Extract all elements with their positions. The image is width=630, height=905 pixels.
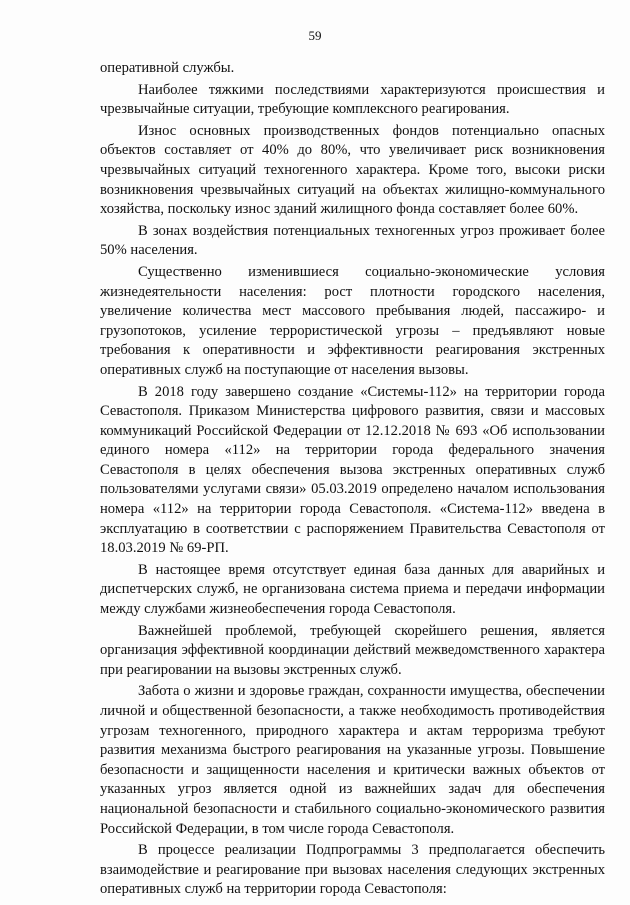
paragraph: Важнейшей проблемой, требующей скорейшего решения, является организация эффективной координации действий межведомственного характера при реагировании на вызовы экстренных служб. (100, 622, 605, 678)
paragraph: В процессе реализации Подпрограммы 3 предполагается обеспечить взаимодействие и реагирование при вызовах населения следующих экстренных оперативных служб на территории города Севастополя: (100, 842, 605, 898)
paragraph: Забота о жизни и здоровье граждан, сохранности имущества, обеспечении личной и общественной безопасности, а также необходимость противодействия угрозам техногенного, природного характера и актам терроризма требуют развития механизма быстрого реагирования на указанные угрозы. Повышение безопасности и защищенности населения и критически важных объектов от указанных угроз является одной из важнейших задач для обеспечения национальной безопасности и стабильного социально-экономического развития Российской Федерации, в том числе города Севастополя. (100, 683, 605, 837)
paragraph: Существенно изменившиеся социально-экономические условия жизнедеятельности населения: рост плотности городского населения, увеличение количества мест массового пребывания людей, пассажиро- и грузопотоков, усиление террористической угрозы – предъявляют новые требования к оперативности и эффективности реагирования экстренных оперативных служб на поступающие от населения вызовы. (100, 263, 605, 378)
paragraph: В настоящее время отсутствует единая база данных для аварийных и диспетчерских служб, не организована система приема и передачи информации между службами жизнеобеспечения города Севастополя. (100, 561, 605, 618)
paragraph: Наиболее тяжкими последствиями характеризуются происшествия и чрезвычайные ситуации, требующие комплексного реагирования. (100, 81, 605, 118)
document-body (100, 59, 605, 902)
paragraph: В зонах воздействия потенциальных техногенных угроз проживает более 50% населения. (100, 222, 605, 259)
paragraph: В 2018 году завершено создание «Системы-112» на территории города Севастополя. Приказом Министерства цифрового развития, связи и массовых коммуникаций Российской Федерации от 12.12.2018 № 693 «Об использовании единого номера «112» на территории города федерального значения Севастополя в целях обеспечения вызова экстренных оперативных служб пользователями услугами связи» 05.03.2019 определено началом использования номера «112» на территории города Севастополя. «Система-112» введена в эксплуатацию в соответствии с распоряжением Правительства Севастополя от 18.03.2019 № 69-РП. (100, 383, 605, 557)
page-number: 59 (308, 28, 322, 43)
paragraph: Износ основных производственных фондов потенциально опасных объектов составляет от 40% до 80%, что увеличивает риск возникновения чрезвычайных ситуаций техногенного характера. Кроме того, высоки риски возникновения чрезвычайных ситуаций на объектах жилищно-коммунального хозяйства, поскольку износ зданий жилищного фонда составляет более 60%. (100, 122, 605, 218)
paragraph: оперативной службы. (100, 60, 235, 76)
